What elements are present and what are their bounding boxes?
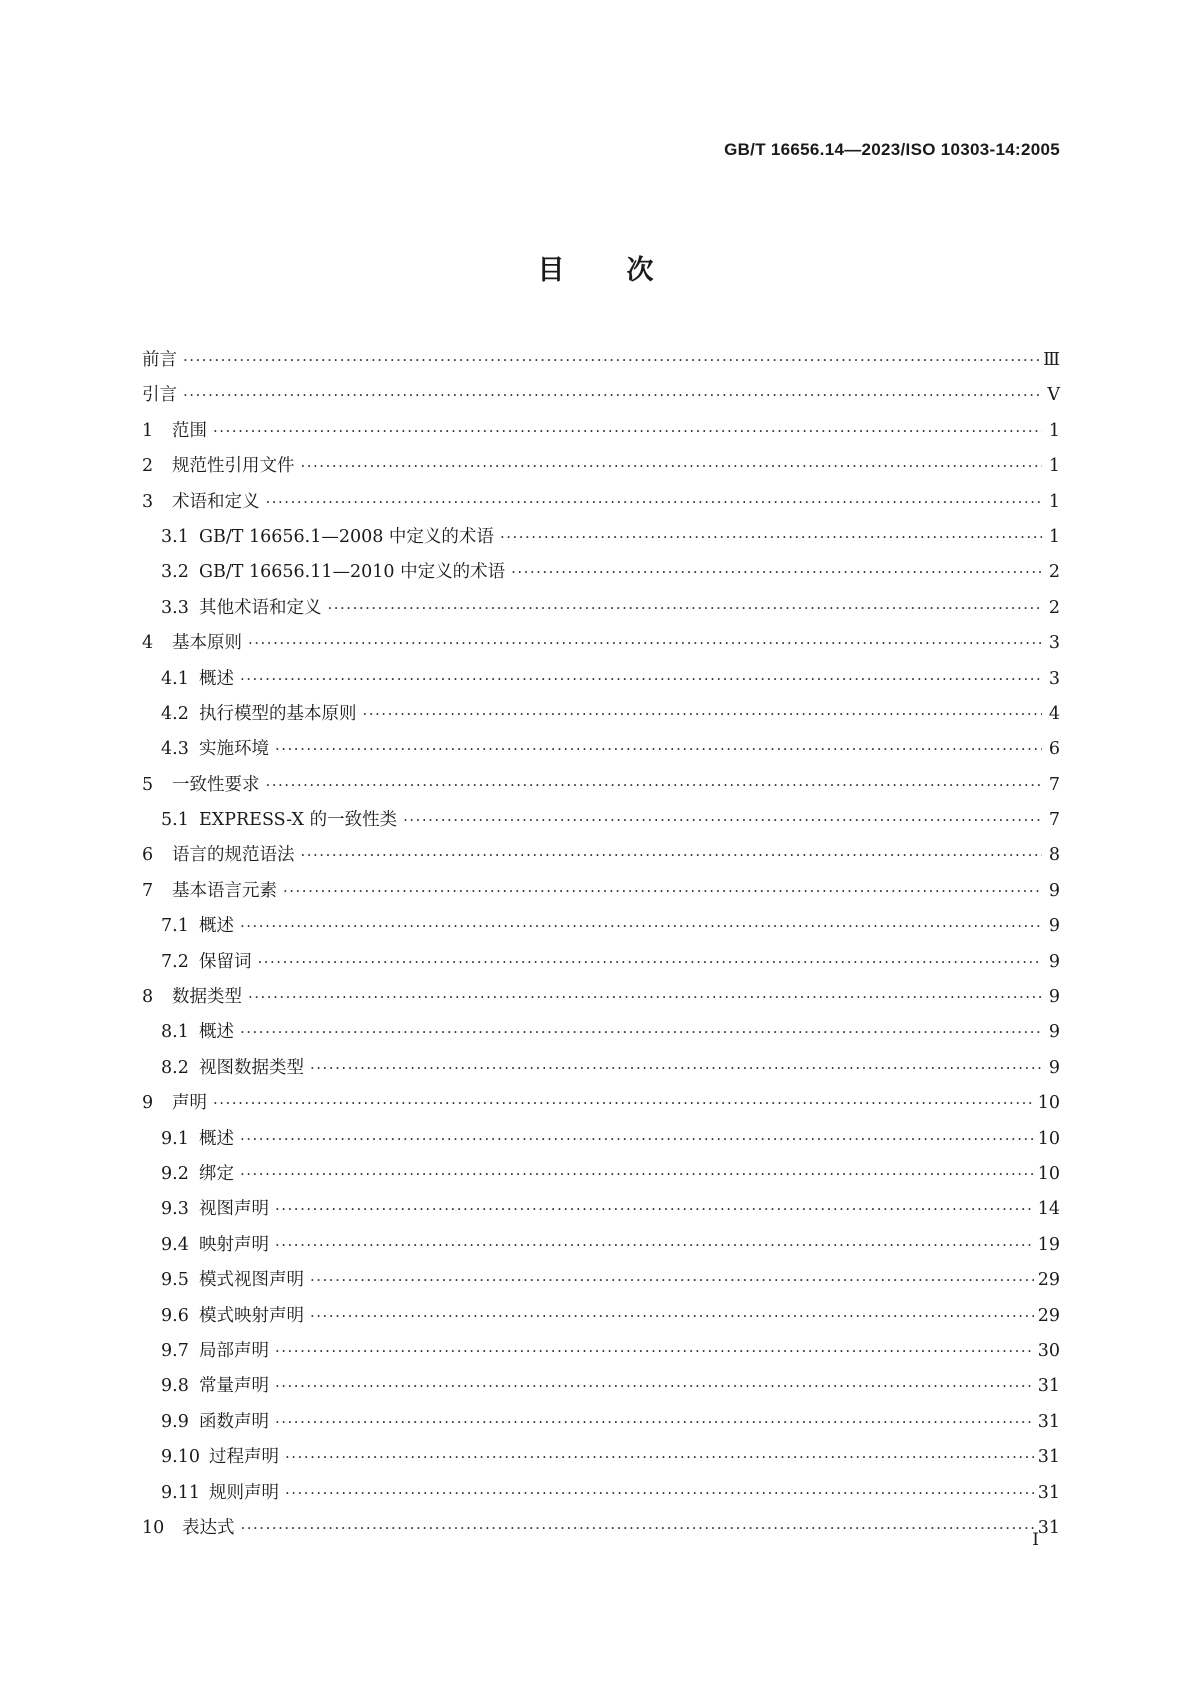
toc-dot-leader (285, 1476, 1034, 1511)
toc-entry[interactable] (142, 1263, 1060, 1298)
toc-dot-leader (213, 414, 1042, 449)
toc-dot-leader (310, 1299, 1034, 1334)
toc-dot-leader (511, 555, 1042, 590)
toc-entry-page: 10 (1037, 1093, 1060, 1114)
toc-entry[interactable] (142, 520, 1060, 555)
toc-dot-leader (328, 591, 1043, 626)
toc-dot-leader (363, 697, 1043, 732)
toc-entry-number: 9.11 (161, 1482, 200, 1503)
toc-entry-page: 3 (1048, 668, 1060, 689)
toc-entry-page: Ⅴ (1047, 385, 1060, 406)
toc-entry-number: 3.3 (161, 597, 189, 618)
toc-entry-page: 14 (1037, 1199, 1060, 1220)
toc-entry[interactable] (142, 485, 1060, 520)
toc-entry-page: 1 (1048, 420, 1060, 441)
toc-entry-page: 31 (1037, 1517, 1060, 1538)
toc-entry-page: 1 (1048, 456, 1060, 477)
toc-entry-title: 规范性引用文件 (172, 456, 295, 477)
toc-dot-leader (240, 1015, 1042, 1050)
toc-entry[interactable] (142, 378, 1060, 413)
toc-entry-number: 8 (142, 987, 154, 1008)
toc-entry-number: 7 (142, 880, 154, 901)
toc-entry-page: 7 (1048, 774, 1060, 795)
table-of-contents (142, 343, 1060, 1546)
toc-entry[interactable] (142, 1405, 1060, 1440)
toc-entry[interactable] (142, 838, 1060, 873)
toc-entry-number: 8.2 (161, 1057, 189, 1078)
document-id-header: GB/T 16656.14—2023/ISO 10303-14:2005 (724, 140, 1060, 159)
toc-dot-leader (275, 1334, 1034, 1369)
toc-entry-number: 9.5 (161, 1270, 189, 1291)
toc-entry-page: 2 (1048, 562, 1060, 583)
toc-entry-title: 概述 (199, 1022, 234, 1043)
toc-entry-title: 视图数据类型 (199, 1057, 304, 1078)
toc-dot-leader (310, 1263, 1034, 1298)
toc-entry[interactable] (142, 1051, 1060, 1086)
toc-dot-leader (240, 1157, 1034, 1192)
toc-entry-title: 模式视图声明 (199, 1270, 304, 1291)
toc-entry-title: 实施环境 (199, 739, 269, 760)
toc-entry-number: 9.6 (161, 1305, 189, 1326)
toc-entry[interactable] (142, 1122, 1060, 1157)
toc-entry-title: 一致性要求 (172, 774, 260, 795)
toc-dot-leader (248, 626, 1042, 661)
toc-entry-page: 10 (1037, 1163, 1060, 1184)
toc-entry-title: 执行模型的基本原则 (199, 703, 357, 724)
toc-entry[interactable] (142, 662, 1060, 697)
toc-entry-number: 4 (142, 633, 154, 654)
toc-entry[interactable] (142, 626, 1060, 661)
toc-entry-page: Ⅲ (1043, 350, 1060, 370)
toc-entry-page: 2 (1048, 597, 1060, 618)
toc-entry-number: 9.8 (161, 1376, 189, 1397)
toc-entry-page: 31 (1037, 1482, 1060, 1503)
toc-entry-number: 9 (142, 1093, 154, 1114)
toc-entry-number: 4.2 (161, 703, 189, 724)
toc-dot-leader (275, 1192, 1034, 1227)
toc-entry-page: 1 (1048, 526, 1060, 547)
toc-dot-leader (213, 1086, 1034, 1121)
toc-entry-number: 9.1 (161, 1128, 189, 1149)
toc-entry-title: 范围 (172, 420, 207, 441)
toc-entry-title: 声明 (172, 1093, 207, 1114)
toc-entry-page: 31 (1037, 1447, 1060, 1468)
toc-entry-page: 31 (1037, 1376, 1060, 1397)
toc-dot-leader (285, 1440, 1034, 1475)
toc-dot-leader (266, 768, 1043, 803)
toc-dot-leader (275, 1369, 1034, 1404)
toc-entry[interactable] (142, 449, 1060, 484)
toc-entry[interactable] (142, 1228, 1060, 1263)
toc-entry-title: 引言 (142, 385, 177, 406)
toc-entry-number: 1 (142, 420, 154, 441)
toc-entry-page: 4 (1048, 703, 1060, 724)
toc-entry[interactable] (142, 803, 1060, 838)
toc-entry-number: 7.1 (161, 916, 189, 937)
toc-entry-number: 5.1 (161, 810, 189, 831)
toc-entry-title: 局部声明 (199, 1340, 269, 1361)
toc-entry-page: 29 (1037, 1270, 1060, 1291)
toc-dot-leader (248, 980, 1042, 1015)
toc-entry-number: 6 (142, 845, 154, 866)
toc-entry-page: 9 (1048, 987, 1060, 1008)
toc-entry-page: 30 (1037, 1340, 1060, 1361)
page-title: 目次 (537, 255, 716, 286)
toc-entry[interactable] (142, 1440, 1060, 1475)
toc-entry-title: 映射声明 (199, 1234, 269, 1255)
toc-entry-page: 19 (1037, 1234, 1060, 1255)
toc-dot-leader (301, 838, 1043, 873)
toc-entry-number: 3 (142, 491, 154, 512)
toc-entry-title: 术语和定义 (172, 491, 260, 512)
toc-entry-title: 视图声明 (199, 1199, 269, 1220)
toc-entry-number: 4.3 (161, 739, 189, 760)
toc-entry-title: GB/T 16656.11—2010 中定义的术语 (199, 562, 506, 583)
toc-entry-title: 概述 (199, 668, 234, 689)
toc-entry[interactable] (142, 1086, 1060, 1121)
toc-entry[interactable] (142, 414, 1060, 449)
toc-dot-leader (275, 1405, 1034, 1440)
toc-entry[interactable] (142, 945, 1060, 980)
toc-entry-page: 9 (1048, 951, 1060, 972)
toc-dot-leader (266, 485, 1043, 520)
toc-entry[interactable] (142, 1192, 1060, 1227)
toc-dot-leader (275, 732, 1042, 767)
toc-entry-page: 9 (1048, 1057, 1060, 1078)
toc-dot-leader (310, 1051, 1042, 1086)
toc-entry-page: 7 (1048, 810, 1060, 831)
toc-entry-title: 保留词 (199, 951, 252, 972)
toc-entry-title: 规则声明 (209, 1482, 279, 1503)
toc-entry-title: 函数声明 (199, 1411, 269, 1432)
toc-dot-leader (183, 378, 1042, 413)
toc-entry[interactable] (142, 732, 1060, 767)
toc-entry-number: 7.2 (161, 951, 189, 972)
toc-entry-number: 9.4 (161, 1234, 189, 1255)
toc-entry[interactable] (142, 1511, 1060, 1546)
toc-entry-title: 概述 (199, 916, 234, 937)
toc-entry[interactable] (142, 1015, 1060, 1050)
toc-entry-page: 8 (1048, 845, 1060, 866)
toc-entry-title: 表达式 (182, 1517, 235, 1538)
toc-entry-number: 9.2 (161, 1163, 189, 1184)
toc-entry-page: 31 (1037, 1411, 1060, 1432)
toc-dot-leader (240, 662, 1042, 697)
toc-dot-leader (283, 874, 1042, 909)
toc-entry-title: 过程声明 (209, 1447, 279, 1468)
toc-entry-title: 基本原则 (172, 633, 242, 654)
toc-entry[interactable] (142, 980, 1060, 1015)
toc-entry[interactable] (142, 591, 1060, 626)
toc-entry-page: 9 (1048, 880, 1060, 901)
toc-dot-leader (241, 1511, 1034, 1546)
toc-entry-title: EXPRESS-X 的一致性类 (199, 810, 398, 831)
toc-entry-number: 3.2 (161, 562, 189, 583)
toc-entry[interactable] (142, 1334, 1060, 1369)
toc-entry[interactable] (142, 909, 1060, 944)
toc-entry-page: 29 (1037, 1305, 1060, 1326)
toc-entry-number: 5 (142, 774, 154, 795)
toc-dot-leader (403, 803, 1042, 838)
toc-entry-page: 6 (1048, 739, 1060, 760)
toc-entry-title: GB/T 16656.1—2008 中定义的术语 (199, 526, 494, 547)
toc-dot-leader (183, 343, 1039, 378)
toc-entry-number: 9.7 (161, 1340, 189, 1361)
toc-entry-title: 其他术语和定义 (199, 597, 322, 618)
toc-entry-number: 10 (142, 1517, 165, 1538)
toc-entry-title: 基本语言元素 (172, 880, 277, 901)
toc-entry[interactable] (142, 874, 1060, 909)
toc-entry[interactable] (142, 1299, 1060, 1334)
toc-entry-page: 3 (1048, 633, 1060, 654)
toc-entry-title: 模式映射声明 (199, 1305, 304, 1326)
toc-dot-leader (240, 1122, 1034, 1157)
toc-entry-page: 10 (1037, 1128, 1060, 1149)
toc-entry[interactable] (142, 697, 1060, 732)
toc-entry[interactable] (142, 1476, 1060, 1511)
page-number: Ⅰ (1032, 1530, 1039, 1550)
toc-entry-page: 1 (1048, 491, 1060, 512)
toc-entry-number: 9.3 (161, 1199, 189, 1220)
toc-entry-number: 3.1 (161, 526, 189, 547)
toc-dot-leader (301, 449, 1043, 484)
toc-entry-title: 常量声明 (199, 1376, 269, 1397)
toc-entry[interactable] (142, 1157, 1060, 1192)
toc-entry-number: 8.1 (161, 1022, 189, 1043)
toc-entry-title: 语言的规范语法 (172, 845, 295, 866)
toc-entry-page: 9 (1048, 1022, 1060, 1043)
toc-dot-leader (500, 520, 1042, 555)
toc-entry-title: 前言 (142, 350, 177, 370)
toc-entry[interactable] (142, 555, 1060, 590)
toc-entry-number: 9.10 (161, 1447, 200, 1468)
toc-entry[interactable] (142, 343, 1060, 378)
toc-dot-leader (258, 945, 1043, 980)
toc-entry-title: 数据类型 (172, 987, 242, 1008)
toc-entry-title: 概述 (199, 1128, 234, 1149)
toc-entry-number: 9.9 (161, 1411, 189, 1432)
toc-entry-title: 绑定 (199, 1163, 234, 1184)
toc-entry-number: 4.1 (161, 668, 189, 689)
toc-dot-leader (275, 1228, 1034, 1263)
toc-entry[interactable] (142, 1369, 1060, 1404)
toc-entry-page: 9 (1048, 916, 1060, 937)
toc-entry[interactable] (142, 768, 1060, 803)
toc-entry-number: 2 (142, 456, 154, 477)
toc-dot-leader (240, 909, 1042, 944)
